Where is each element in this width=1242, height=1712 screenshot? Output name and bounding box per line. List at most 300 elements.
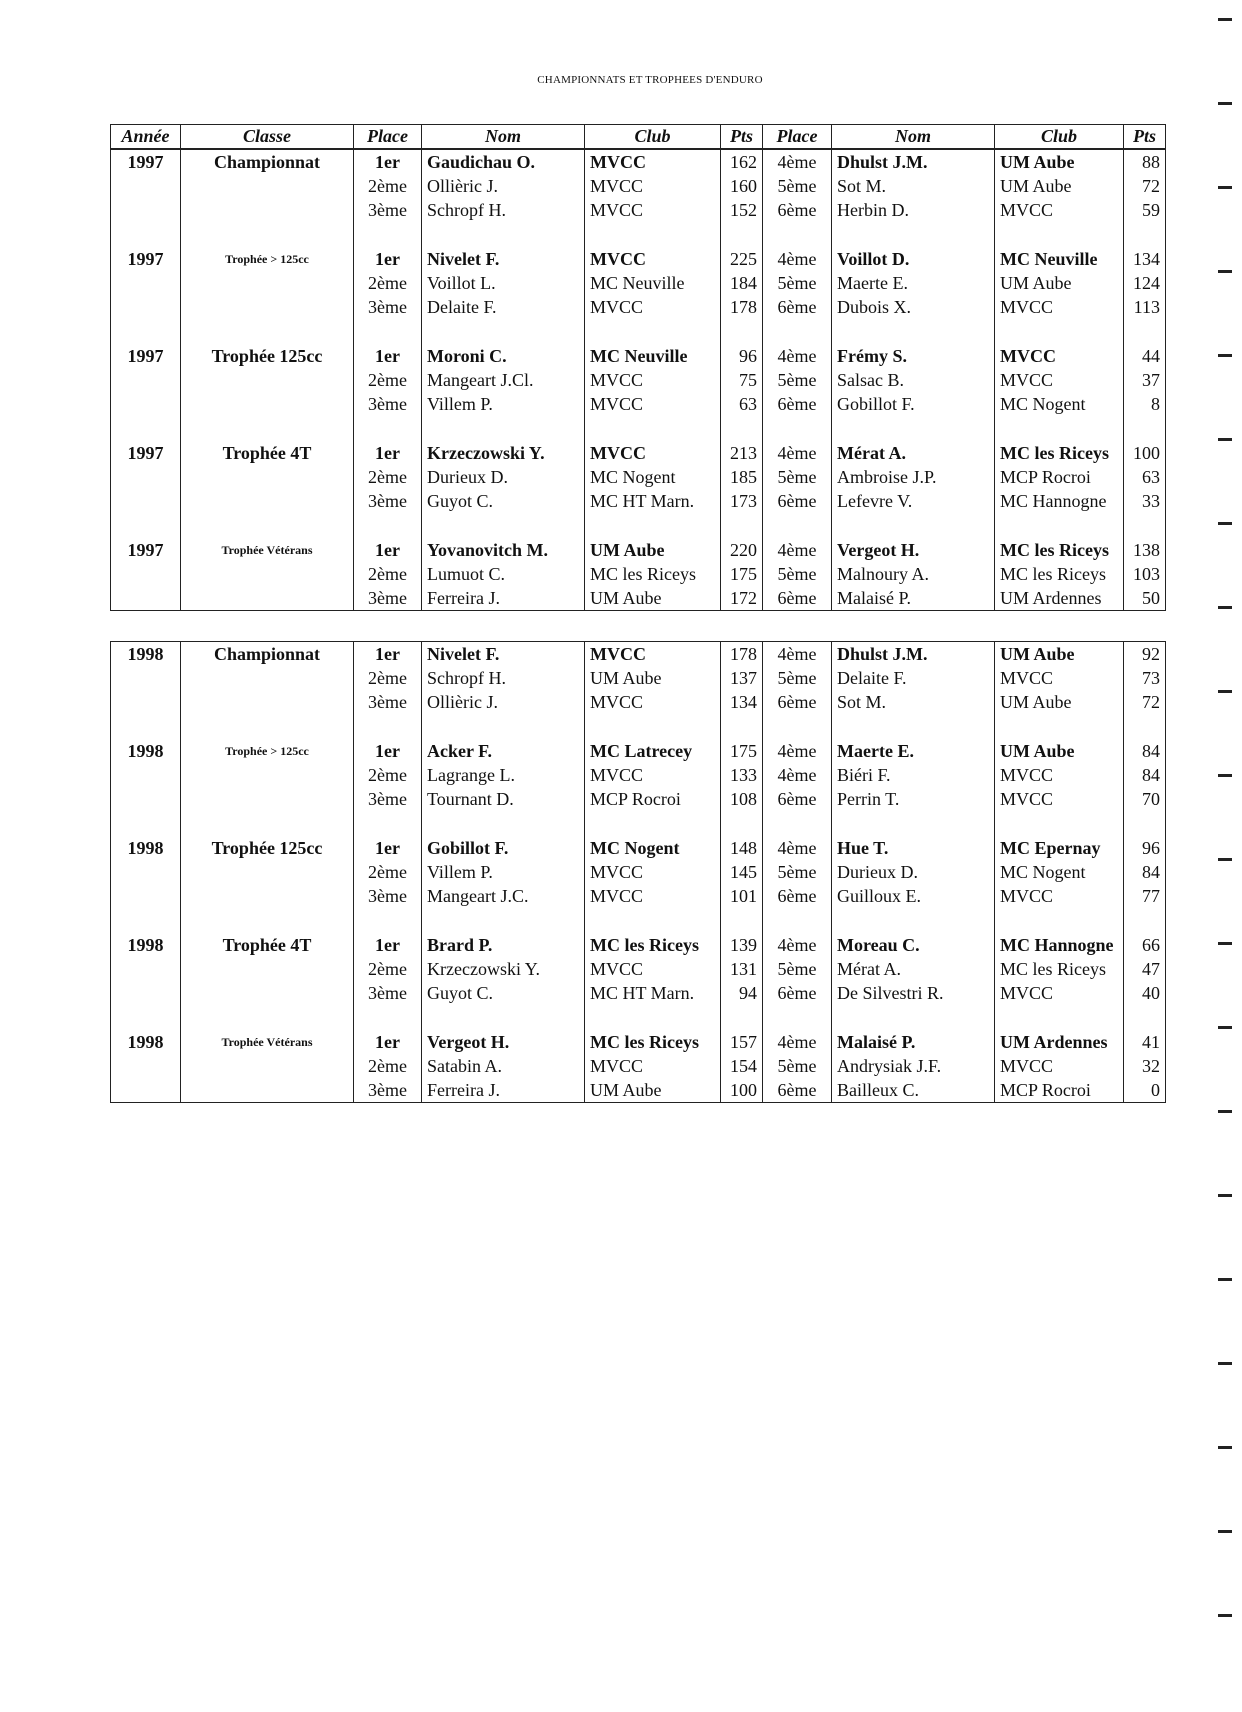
table-row: [111, 465, 1166, 489]
table-row: [111, 1078, 1166, 1103]
spacer-cell: [763, 513, 832, 538]
nom-cell: Nivelet F.: [422, 642, 585, 667]
club-cell: MVCC: [585, 441, 721, 465]
spacer-cell: [585, 513, 721, 538]
club-cell-2: MVCC: [995, 198, 1124, 222]
pts-cell: 101: [721, 884, 763, 908]
group-spacer: [111, 319, 1166, 344]
nom-cell: Krzeczowski Y.: [422, 441, 585, 465]
club-cell: MVCC: [585, 642, 721, 667]
club-cell: MVCC: [585, 884, 721, 908]
spacer-cell: [181, 811, 354, 836]
nom-cell-2: Maerte E.: [832, 739, 995, 763]
nom-cell-2: Dhulst J.M.: [832, 150, 995, 175]
table-row: [111, 344, 1166, 368]
nom-cell: Ferreira J.: [422, 586, 585, 611]
classe-cell: [181, 562, 354, 586]
nom-cell: Guyot C.: [422, 981, 585, 1005]
spacer-cell: [354, 222, 422, 247]
club-cell: MC Latrecey: [585, 739, 721, 763]
spacer-cell: [111, 714, 181, 739]
pts-cell-2: 0: [1124, 1078, 1166, 1103]
classe-cell: Trophée 4T: [181, 441, 354, 465]
year-cell: 1997: [111, 247, 181, 271]
results-block-1997: [110, 149, 1166, 611]
place-cell-2: 5ème: [763, 860, 832, 884]
table-row: [111, 1054, 1166, 1078]
table-row: [111, 295, 1166, 319]
year-cell: 1998: [111, 933, 181, 957]
year-cell: [111, 1078, 181, 1103]
year-cell: [111, 174, 181, 198]
place-cell: 1er: [354, 1030, 422, 1054]
spacer-cell: [763, 1005, 832, 1030]
club-cell-2: MC les Riceys: [995, 957, 1124, 981]
club-cell-2: MCP Rocroi: [995, 465, 1124, 489]
header-pts: Pts: [721, 125, 763, 149]
place-cell-2: 5ème: [763, 1054, 832, 1078]
table-row: [111, 933, 1166, 957]
spacer-cell: [585, 319, 721, 344]
year-cell: [111, 271, 181, 295]
pts-cell: 162: [721, 150, 763, 175]
place-cell: 1er: [354, 642, 422, 667]
pts-cell: 131: [721, 957, 763, 981]
spacer-cell: [181, 714, 354, 739]
table-row: [111, 739, 1166, 763]
pts-cell-2: 84: [1124, 860, 1166, 884]
nom-cell-2: Voillot D.: [832, 247, 995, 271]
place-cell: 3ème: [354, 981, 422, 1005]
club-cell-2: MVCC: [995, 666, 1124, 690]
place-cell: 1er: [354, 150, 422, 175]
club-cell: MVCC: [585, 198, 721, 222]
nom-cell-2: Guilloux E.: [832, 884, 995, 908]
place-cell: 2ème: [354, 763, 422, 787]
club-cell: MC HT Marn.: [585, 489, 721, 513]
spacer-cell: [111, 1005, 181, 1030]
nom-cell: Ferreira J.: [422, 1078, 585, 1103]
club-cell-2: MC Hannogne: [995, 489, 1124, 513]
club-cell: MVCC: [585, 1054, 721, 1078]
pts-cell-2: 72: [1124, 690, 1166, 714]
group-spacer: [111, 513, 1166, 538]
nom-cell: Voillot L.: [422, 271, 585, 295]
classe-cell: [181, 392, 354, 416]
table-row: [111, 1030, 1166, 1054]
club-cell: MVCC: [585, 295, 721, 319]
table-row: [111, 271, 1166, 295]
table-row: [111, 198, 1166, 222]
place-cell: 1er: [354, 441, 422, 465]
binder-mark: [1218, 858, 1232, 861]
spacer-cell: [832, 908, 995, 933]
place-cell: 3ème: [354, 198, 422, 222]
nom-cell: Tournant D.: [422, 787, 585, 811]
club-cell: MC Nogent: [585, 465, 721, 489]
spacer-cell: [995, 416, 1124, 441]
nom-cell-2: Lefevre V.: [832, 489, 995, 513]
nom-cell-2: Delaite F.: [832, 666, 995, 690]
year-cell: 1998: [111, 642, 181, 667]
place-cell-2: 6ème: [763, 787, 832, 811]
club-cell: MC Neuville: [585, 344, 721, 368]
year-cell: [111, 690, 181, 714]
place-cell: 3ème: [354, 295, 422, 319]
nom-cell-2: Andrysiak J.F.: [832, 1054, 995, 1078]
nom-cell: Brard P.: [422, 933, 585, 957]
year-cell: [111, 860, 181, 884]
pts-cell-2: 100: [1124, 441, 1166, 465]
pts-cell-2: 77: [1124, 884, 1166, 908]
classe-cell: [181, 465, 354, 489]
table-row: [111, 860, 1166, 884]
nom-cell: Guyot C.: [422, 489, 585, 513]
nom-cell-2: Malaisé P.: [832, 586, 995, 611]
pts-cell: 133: [721, 763, 763, 787]
spacer-cell: [721, 222, 763, 247]
pts-cell: 152: [721, 198, 763, 222]
place-cell-2: 5ème: [763, 368, 832, 392]
nom-cell-2: Herbin D.: [832, 198, 995, 222]
spacer-cell: [1124, 1005, 1166, 1030]
header-pts-2: Pts: [1124, 125, 1166, 149]
pts-cell-2: 88: [1124, 150, 1166, 175]
group-spacer: [111, 1005, 1166, 1030]
classe-cell: [181, 174, 354, 198]
year-cell: [111, 586, 181, 611]
spacer-cell: [181, 416, 354, 441]
club-cell-2: MVCC: [995, 787, 1124, 811]
binder-mark: [1218, 1530, 1232, 1533]
classe-cell: [181, 271, 354, 295]
place-cell-2: 6ème: [763, 1078, 832, 1103]
pts-cell: 94: [721, 981, 763, 1005]
nom-cell-2: Malnoury A.: [832, 562, 995, 586]
spacer-cell: [995, 908, 1124, 933]
spacer-cell: [832, 319, 995, 344]
pts-cell-2: 41: [1124, 1030, 1166, 1054]
classe-cell: Trophée 125cc: [181, 836, 354, 860]
club-cell-2: MC Nogent: [995, 860, 1124, 884]
spacer-cell: [181, 513, 354, 538]
classe-cell: [181, 884, 354, 908]
spacer-cell: [585, 1005, 721, 1030]
classe-cell: [181, 690, 354, 714]
nom-cell: Villem P.: [422, 392, 585, 416]
year-cell: 1998: [111, 836, 181, 860]
pts-cell-2: 103: [1124, 562, 1166, 586]
spacer-cell: [763, 222, 832, 247]
table-row: [111, 392, 1166, 416]
spacer-cell: [354, 319, 422, 344]
place-cell-2: 4ème: [763, 150, 832, 175]
classe-cell: Trophée > 125cc: [181, 247, 354, 271]
club-cell: MVCC: [585, 690, 721, 714]
year-cell: [111, 465, 181, 489]
table-row: [111, 586, 1166, 611]
pts-cell-2: 63: [1124, 465, 1166, 489]
year-cell: [111, 763, 181, 787]
spacer-cell: [721, 513, 763, 538]
place-cell: 3ème: [354, 586, 422, 611]
year-cell: 1997: [111, 538, 181, 562]
year-cell: [111, 198, 181, 222]
nom-cell: Nivelet F.: [422, 247, 585, 271]
place-cell-2: 4ème: [763, 739, 832, 763]
nom-cell: Lumuot C.: [422, 562, 585, 586]
spacer-cell: [763, 319, 832, 344]
place-cell-2: 4ème: [763, 836, 832, 860]
club-cell-2: MCP Rocroi: [995, 1078, 1124, 1103]
spacer-cell: [1124, 416, 1166, 441]
classe-cell: [181, 1078, 354, 1103]
place-cell: 3ème: [354, 884, 422, 908]
place-cell: 3ème: [354, 392, 422, 416]
classe-cell: [181, 981, 354, 1005]
spacer-cell: [995, 811, 1124, 836]
table-row: [111, 642, 1166, 667]
place-cell: 1er: [354, 247, 422, 271]
binder-mark: [1218, 438, 1232, 441]
nom-cell-2: Dubois X.: [832, 295, 995, 319]
place-cell: 2ème: [354, 1054, 422, 1078]
club-cell-2: MC Neuville: [995, 247, 1124, 271]
club-cell-2: UM Aube: [995, 150, 1124, 175]
place-cell-2: 5ème: [763, 465, 832, 489]
classe-cell: [181, 666, 354, 690]
club-cell-2: MC les Riceys: [995, 441, 1124, 465]
club-cell-2: MVCC: [995, 344, 1124, 368]
place-cell-2: 4ème: [763, 933, 832, 957]
spacer-cell: [354, 811, 422, 836]
club-cell-2: MC Epernay: [995, 836, 1124, 860]
binder-mark: [1218, 1026, 1232, 1029]
nom-cell-2: Sot M.: [832, 690, 995, 714]
pts-cell: 137: [721, 666, 763, 690]
club-cell: MC Neuville: [585, 271, 721, 295]
spacer-cell: [422, 811, 585, 836]
pts-cell: 178: [721, 295, 763, 319]
pts-cell: 185: [721, 465, 763, 489]
year-cell: [111, 957, 181, 981]
place-cell-2: 4ème: [763, 642, 832, 667]
pts-cell: 96: [721, 344, 763, 368]
pts-cell: 108: [721, 787, 763, 811]
place-cell: 1er: [354, 538, 422, 562]
club-cell: MVCC: [585, 174, 721, 198]
club-cell: MVCC: [585, 763, 721, 787]
spacer-cell: [763, 908, 832, 933]
club-cell: MVCC: [585, 368, 721, 392]
spacer-cell: [995, 1005, 1124, 1030]
place-cell-2: 6ème: [763, 392, 832, 416]
spacer-cell: [354, 714, 422, 739]
spacer-cell: [354, 513, 422, 538]
table-row: [111, 562, 1166, 586]
table-row: [111, 489, 1166, 513]
place-cell-2: 5ème: [763, 271, 832, 295]
club-cell-2: MC les Riceys: [995, 538, 1124, 562]
place-cell-2: 6ème: [763, 884, 832, 908]
spacer-cell: [354, 416, 422, 441]
spacer-cell: [422, 222, 585, 247]
header-annee: Année: [111, 125, 181, 149]
place-cell: 2ème: [354, 174, 422, 198]
place-cell-2: 6ème: [763, 198, 832, 222]
spacer-cell: [721, 908, 763, 933]
spacer-cell: [832, 513, 995, 538]
pts-cell: 160: [721, 174, 763, 198]
spacer-cell: [111, 908, 181, 933]
place-cell-2: 6ème: [763, 586, 832, 611]
nom-cell: Vergeot H.: [422, 1030, 585, 1054]
pts-cell-2: 8: [1124, 392, 1166, 416]
spacer-cell: [181, 908, 354, 933]
header-classe: Classe: [181, 125, 354, 149]
nom-cell-2: Malaisé P.: [832, 1030, 995, 1054]
club-cell-2: UM Ardennes: [995, 586, 1124, 611]
nom-cell-2: Bailleux C.: [832, 1078, 995, 1103]
place-cell: 2ème: [354, 666, 422, 690]
binder-mark: [1218, 18, 1232, 21]
header-club: Club: [585, 125, 721, 149]
place-cell-2: 6ème: [763, 295, 832, 319]
place-cell-2: 5ème: [763, 174, 832, 198]
group-spacer: [111, 811, 1166, 836]
classe-cell: Trophée Vétérans: [181, 538, 354, 562]
binder-mark: [1218, 522, 1232, 525]
nom-cell-2: Frémy S.: [832, 344, 995, 368]
year-cell: 1997: [111, 344, 181, 368]
club-cell-2: MC Nogent: [995, 392, 1124, 416]
binder-mark: [1218, 606, 1232, 609]
year-cell: [111, 295, 181, 319]
spacer-cell: [422, 513, 585, 538]
pts-cell: 220: [721, 538, 763, 562]
nom-cell: Ollièric J.: [422, 174, 585, 198]
binder-mark: [1218, 186, 1232, 189]
spacer-cell: [721, 416, 763, 441]
spacer-cell: [995, 222, 1124, 247]
year-cell: [111, 489, 181, 513]
year-cell: [111, 787, 181, 811]
pts-cell: 148: [721, 836, 763, 860]
nom-cell: Durieux D.: [422, 465, 585, 489]
place-cell: 2ème: [354, 368, 422, 392]
pts-cell: 175: [721, 739, 763, 763]
pts-cell: 157: [721, 1030, 763, 1054]
year-cell: [111, 392, 181, 416]
header-club-2: Club: [995, 125, 1124, 149]
spacer-cell: [832, 222, 995, 247]
spacer-cell: [181, 1005, 354, 1030]
spacer-cell: [1124, 319, 1166, 344]
year-cell: [111, 562, 181, 586]
nom-cell: Mangeart J.Cl.: [422, 368, 585, 392]
club-cell-2: MVCC: [995, 1054, 1124, 1078]
club-cell-2: UM Aube: [995, 271, 1124, 295]
classe-cell: [181, 489, 354, 513]
place-cell-2: 4ème: [763, 1030, 832, 1054]
spacer-cell: [763, 714, 832, 739]
binder-mark: [1218, 1278, 1232, 1281]
pts-cell: 173: [721, 489, 763, 513]
nom-cell-2: Durieux D.: [832, 860, 995, 884]
classe-cell: [181, 860, 354, 884]
pts-cell-2: 96: [1124, 836, 1166, 860]
spacer-cell: [111, 811, 181, 836]
place-cell: 2ème: [354, 271, 422, 295]
spacer-cell: [585, 714, 721, 739]
nom-cell-2: Maerte E.: [832, 271, 995, 295]
nom-cell-2: Vergeot H.: [832, 538, 995, 562]
club-cell: MCP Rocroi: [585, 787, 721, 811]
nom-cell: Ollièric J.: [422, 690, 585, 714]
club-cell: MVCC: [585, 860, 721, 884]
pts-cell-2: 33: [1124, 489, 1166, 513]
place-cell: 2ème: [354, 465, 422, 489]
pts-cell-2: 72: [1124, 174, 1166, 198]
club-cell: MVCC: [585, 150, 721, 175]
classe-cell: Trophée 4T: [181, 933, 354, 957]
place-cell-2: 6ème: [763, 690, 832, 714]
table-row: [111, 368, 1166, 392]
pts-cell: 184: [721, 271, 763, 295]
table-row: [111, 690, 1166, 714]
place-cell-2: 6ème: [763, 981, 832, 1005]
spacer-cell: [422, 1005, 585, 1030]
classe-cell: Championnat: [181, 150, 354, 175]
pts-cell: 75: [721, 368, 763, 392]
classe-cell: [181, 368, 354, 392]
spacer-cell: [585, 416, 721, 441]
binder-mark: [1218, 774, 1232, 777]
table-row: [111, 981, 1166, 1005]
spacer-cell: [422, 714, 585, 739]
club-cell: UM Aube: [585, 538, 721, 562]
place-cell: 2ème: [354, 957, 422, 981]
club-cell: MC les Riceys: [585, 933, 721, 957]
pts-cell-2: 47: [1124, 957, 1166, 981]
binder-marks: [1212, 0, 1232, 1712]
spacer-cell: [721, 1005, 763, 1030]
club-cell-2: MC les Riceys: [995, 562, 1124, 586]
spacer-cell: [181, 222, 354, 247]
pts-cell-2: 37: [1124, 368, 1166, 392]
spacer-cell: [995, 714, 1124, 739]
spacer-cell: [111, 222, 181, 247]
classe-cell: Trophée 125cc: [181, 344, 354, 368]
pts-cell: 178: [721, 642, 763, 667]
nom-cell-2: Mérat A.: [832, 441, 995, 465]
spacer-cell: [832, 416, 995, 441]
spacer-cell: [1124, 513, 1166, 538]
nom-cell-2: Sot M.: [832, 174, 995, 198]
spacer-cell: [763, 811, 832, 836]
spacer-cell: [354, 908, 422, 933]
table-row: [111, 538, 1166, 562]
nom-cell: Schropf H.: [422, 666, 585, 690]
classe-cell: [181, 295, 354, 319]
classe-cell: [181, 1054, 354, 1078]
spacer-cell: [585, 811, 721, 836]
spacer-cell: [721, 811, 763, 836]
nom-cell-2: Moreau C.: [832, 933, 995, 957]
pts-cell-2: 84: [1124, 763, 1166, 787]
spacer-cell: [832, 714, 995, 739]
place-cell: 2ème: [354, 860, 422, 884]
